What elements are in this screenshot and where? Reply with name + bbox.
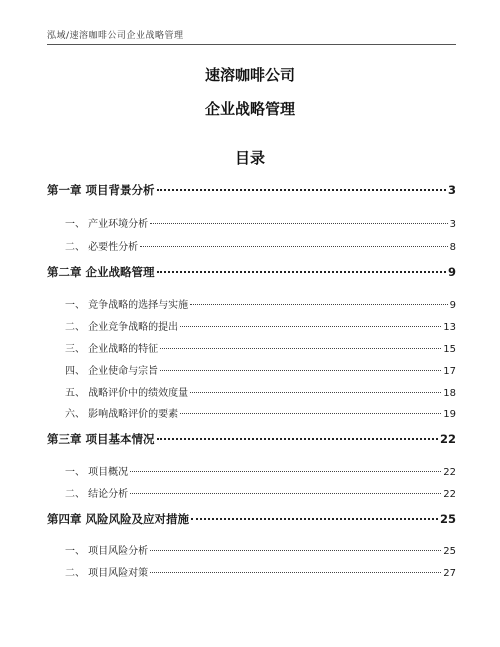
toc-entry-label: 一、 项目概况 [65,467,129,478]
dot-leader [190,304,447,305]
header-divider [47,44,456,45]
toc-entry-label: 一、 产业环境分析 [65,219,149,230]
toc-page-number: 19 [443,409,456,420]
toc-page-number: 17 [443,366,456,377]
dot-leader [150,550,441,551]
toc-page-number: 3 [447,183,456,197]
dot-leader [180,413,441,414]
dot-leader [191,518,438,520]
toc-entry-chapter[interactable] [47,182,456,198]
dot-leader [157,189,446,191]
toc-page-number: 18 [443,388,456,399]
toc-entry-label: 一、 竞争战略的选择与实施 [65,300,189,311]
dot-leader [190,392,441,393]
toc-entry-label: 五、 战略评价中的绩效度量 [65,388,189,399]
dot-leader [150,572,441,573]
running-header: 泓域/速溶咖啡公司企业战略管理 [47,31,184,41]
toc-entry-section[interactable] [47,485,456,500]
toc-entry-section[interactable] [47,318,456,333]
toc-page-number: 13 [443,322,456,333]
toc-entry-section[interactable] [47,564,456,579]
dot-leader [157,271,446,273]
toc-page-number: 9 [447,265,456,279]
document-title-company: 速溶咖啡公司 [204,66,295,84]
toc-entry-section[interactable] [47,542,456,557]
dot-leader [130,493,441,494]
dot-leader [160,370,441,371]
dot-leader [160,348,441,349]
toc-entry-section[interactable] [47,463,456,478]
toc-page-number: 25 [439,512,456,526]
dot-leader [150,223,447,224]
toc-entry-section[interactable] [47,296,456,311]
dot-leader [130,471,441,472]
toc-entry-label: 二、 必要性分析 [65,242,139,253]
toc-page-number: 25 [443,546,456,557]
toc-page-number: 22 [443,489,456,500]
toc-entry-chapter[interactable] [47,511,456,527]
toc-entry-chapter[interactable] [47,431,456,447]
toc-entry-section[interactable] [47,384,456,399]
toc-entry-section[interactable] [47,362,456,377]
toc-page-number: 9 [449,300,456,311]
toc-page-number: 22 [439,432,456,446]
toc-page-number: 15 [443,344,456,355]
document-title-subject: 企业战略管理 [204,100,295,118]
toc-entry-section[interactable] [47,215,456,230]
toc-entry-label: 三、 企业战略的特征 [65,344,159,355]
toc-page-number: 3 [449,219,456,230]
toc-entry-section[interactable] [47,238,456,253]
toc-entry-label: 第二章 企业战略管理 [47,265,155,279]
toc-entry-chapter[interactable] [47,264,456,280]
toc-entry-label: 一、 项目风险分析 [65,546,149,557]
toc-entry-label: 第一章 项目背景分析 [47,183,155,197]
toc-entry-label: 二、 企业竞争战略的提出 [65,322,179,333]
dot-leader [157,438,438,440]
toc-entry-label: 第三章 项目基本情况 [47,432,155,446]
toc-entry-section[interactable] [47,405,456,420]
toc-entry-label: 二、 项目风险对策 [65,568,149,579]
toc-heading: 目录 [234,149,265,167]
toc-page-number: 22 [443,467,456,478]
toc-page-number: 8 [449,242,456,253]
toc-entry-label: 二、 结论分析 [65,489,129,500]
dot-leader [140,246,447,247]
dot-leader [180,326,441,327]
toc-page-number: 27 [443,568,456,579]
toc-entry-label: 六、 影响战略评价的要素 [65,409,179,420]
toc-entry-label: 第四章 风险风险及应对措施 [47,512,190,526]
toc-entry-label: 四、 企业使命与宗旨 [65,366,159,377]
toc-entry-section[interactable] [47,340,456,355]
